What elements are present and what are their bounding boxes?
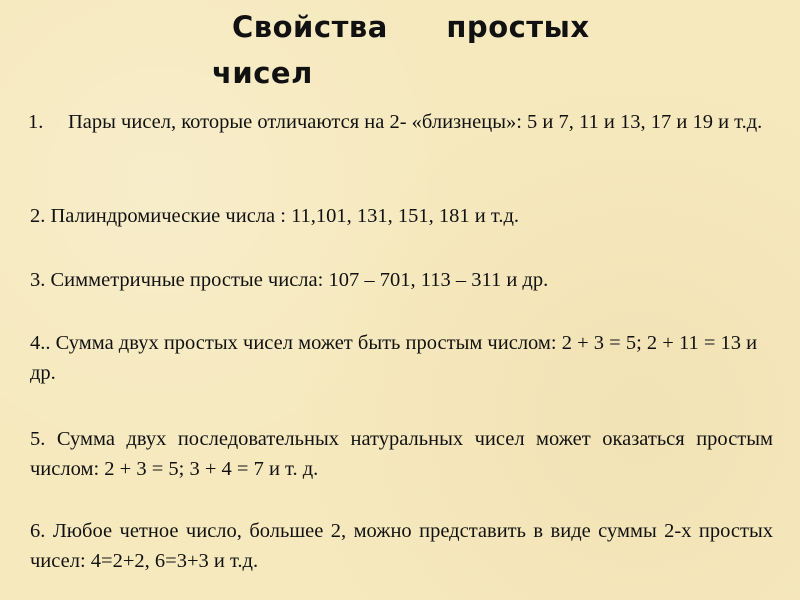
property-item-6: 6. Любое четное число, большее 2, можно представить в виде суммы 2-х простых чисел: 4=2+2, 6=3+3 и т.д. bbox=[30, 520, 773, 572]
property-item-1-text: Пары чисел, которые отличаются на 2- «близнецы»: 5 и 7, 11 и 13, 17 и 19 и т.д. bbox=[68, 111, 763, 133]
property-item-1-number: 1. bbox=[28, 111, 44, 133]
property-item-5: 5. Сумма двух последовательных натуральных чисел может оказаться простым числом: 2 + 3 = 5; 3 + 4 = 7 и т. д. bbox=[30, 428, 773, 480]
slide-title bbox=[212, 4, 632, 96]
property-item-1 bbox=[28, 107, 778, 137]
property-item-4: 4.. Сумма двух простых чисел может быть простым числом: 2 + 3 = 5; 2 + 11 = 13 и др. bbox=[30, 332, 758, 384]
slide-title-line-1: Свойства простых bbox=[232, 10, 590, 44]
property-item-3: 3. Симметричные простые числа: 107 – 701, 113 – 311 и др. bbox=[30, 269, 549, 291]
slide-title-line-2: чисел bbox=[212, 56, 313, 90]
property-item-2: 2. Палиндромические числа : 11,101, 131, 151, 181 и т.д. bbox=[30, 205, 519, 227]
